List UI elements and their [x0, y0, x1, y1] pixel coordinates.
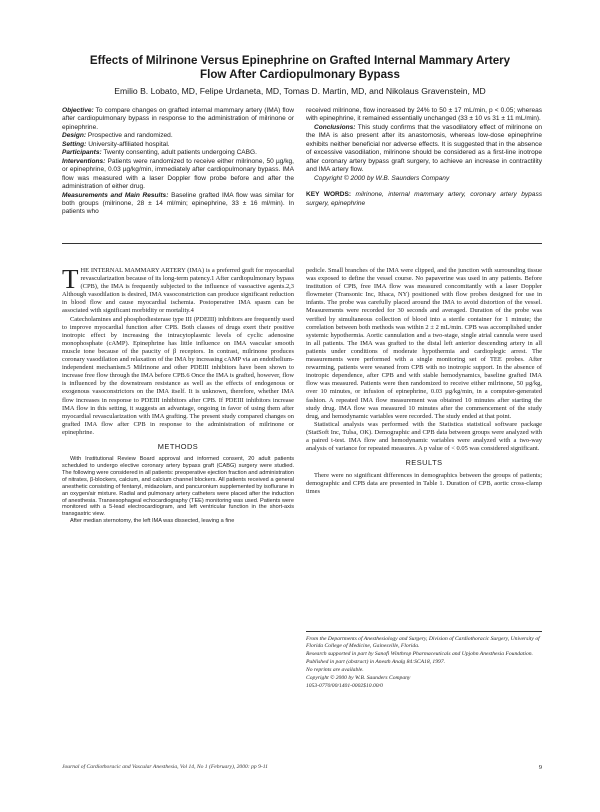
- body-right-column: [306, 267, 542, 497]
- title-line-1: Effects of Milrinone Versus Epinephrine on Grafted Internal Mammary Artery: [89, 54, 511, 67]
- abstract-setting: Setting: University-affiliated hospital.: [62, 140, 170, 148]
- interventions-label: Interventions:: [62, 157, 106, 165]
- methods-paragraph-3: pedicle. Small branches of the IMA were clipped, and the junction with surrounding tissue was exposed to define the vessel course. No papaverine was used in any patients. Before institution of CPB, free IMA flow was measured concomitantly with a laser Doppler flowmeter (Transonic Inc, Ithaca, NY) positioned with flow probes designed for use in infants. The probe was carefully placed around the IMA to avoid distortion of the vessel. Measurements were recorded for 30 seconds and averaged. Duration of the probe was verified by simultaneous collection of blood into a sterile container for 1 minute; the correlation between both methods was within 2 ± 2 mL/min. CPB was accomplished under systemic hypothermia. Aortic cannulation and a two-stage, single atrial cannula were used in all patients. The IMA was grafted to the distal left anterior descending artery in all patients under conditions of moderate hypothermia and cardioplegic arrest. The measurements were performed with a single monitoring set of TEE probes. After rewarming, patients were weaned from CPB with no inotropic support. In the absence of inotropic dependence, after CPB and with stable hemodynamics, baseline grafted IMA flow was measured. Patients were then randomized to receive either milrinone, 50 µg/kg, over 10 minutes, or infusion of epinephrine, 0.03 µg/kg/min, in a computer-generated fashion. A repeated IMA flow measurement was obtained 10 minutes after starting the study drug. IMA flow was measured 10 minutes after the commencement of the study drug, and hemodynamic variables were recorded. The study ended at that point.: [306, 267, 542, 420]
- footnote-copyright: Copyright © 2000 by W.B. Saunders Company: [306, 675, 411, 682]
- results-paragraph-1: There were no significant differences in demographics between the groups of patients; demographic and CPB data are presented in Table 1. Duration of CPB, aortic cross-clamp times: [306, 472, 542, 496]
- paper-title: [60, 54, 540, 82]
- conclusions-label: Conclusions:: [314, 123, 356, 131]
- abstract-objective: Objective: To compare changes on grafted internal mammary artery (IMA) flow after cardiopulmonary bypass in response to the administration of milrinone or epinephrine.: [62, 107, 294, 131]
- abstract-measurements-continued: received milrinone, flow increased by 24% to 50 ± 17 mL/min, p < 0.05; whereas with epinephrine, it remained essentially unchanged (33 ± 10 vs 31 ± 11 mL/min).: [306, 107, 542, 123]
- abstract-conclusions: Conclusions: This study confirms that the vasodilatory effect of milrinone on the IMA is also present after its anastomosis, whereas low-dose epinephrine exhibits neither beneficial nor adverse effects. It is suggested that in the absence of excessive vasodilation, milrinone should be considered as a first-line inotrope after coronary artery bypass graft surgery, to achieve an increase in contractility and IMA artery flow.: [306, 123, 543, 174]
- measurements-label: Measurements and Main Results:: [62, 191, 169, 199]
- drop-cap: T: [62, 264, 79, 294]
- body-left-column: [62, 264, 294, 525]
- results-heading: RESULTS: [405, 458, 443, 468]
- abstract-copyright: Copyright © 2000 by W.B. Saunders Company: [314, 174, 450, 182]
- abstract-participants: Participants: Twenty consenting, adult patients undergoing CABG.: [62, 149, 257, 157]
- abstract-interventions: Interventions: Patients were randomized to receive either milrinone, 50 µg/kg, or epinephrine, 0.03 µg/kg/min, immediately after cardiopulmonary bypass. IMA flow was measured with a laser Doppler flow probe before and after the administration of either drug.: [62, 157, 294, 191]
- abstract-left-column: [62, 107, 294, 217]
- setting-label: Setting:: [62, 140, 87, 148]
- objective-label: Objective:: [62, 107, 94, 114]
- methods-paragraph-1: With Institutional Review Board approval and informed consent, 20 adult patients scheduled to undergo elective coronary artery bypass graft (CABG) surgery were studied. The following were considered in all patients: preoperative ejection fraction and administration of nitrates, β-blockers, calcium, and calcium channel blockers. All patients received a general anesthetic consisting of fentanyl, midazolam, and pancuronium supplemented by isoflurane in an oxygen/air mixture. Radial and pulmonary artery catheters were placed after the induction of anesthesia. Transesophageal echocardiography (TEE) monitoring was used. Patients were monitored with a 5-lead electrocardiogram, and left ventricular function in the short-axis transgastric view.: [62, 456, 294, 518]
- statistics-paragraph: Statistical analysis was performed with the Statistica statistical software package (StatSoft Inc, Tulsa, OK). Demographic and CPB data between groups were analyzed with a paired t-test. IMA flow and hemodynamic variables were analyzed with a two-way analysis of variance for repeated measures. A p value of < 0.05 was considered significant.: [306, 420, 542, 453]
- page-number: 9: [538, 764, 542, 771]
- design-label: Design:: [62, 132, 87, 140]
- journal-footer: Journal of Cardiothoracic and Vascular Anesthesia, Vol 14, No 1 (February), 2000: pp 9-11: [62, 764, 268, 770]
- footnote-reprints: No reprints are available.: [306, 667, 364, 674]
- keywords-label: KEY WORDS:: [306, 191, 352, 199]
- footnote-support: Research supported in part by Sanofi Winthrop Pharmaceuticals and Upjohn Anesthesia Foundation.: [306, 651, 533, 657]
- footnote-published: Published in part (abstract) in Anesth Analg 84:SCA18, 1997.: [306, 659, 446, 666]
- footnote-divider: [306, 631, 542, 632]
- abstract-divider: [62, 243, 542, 244]
- abstract-keywords: KEY WORDS: milrinone, internal mammary artery, coronary artery bypass surgery, epinephrine: [306, 191, 542, 207]
- methods-paragraph-2: After median sternotomy, the left IMA was dissected, leaving a fine: [70, 518, 235, 525]
- methods-heading: METHODS: [157, 441, 199, 451]
- footnote-affiliation: From the Departments of Anesthesiology and Surgery, Division of Cardiothoracic Surgery, University of Florida College of Medicine, Gainesville, Florida.: [306, 636, 540, 649]
- footnotes: [306, 636, 542, 691]
- author-list: Emilio B. Lobato, MD, Felipe Urdaneta, MD, Tomas D. Martin, MD, and Nikolaus Gravenstein, MD: [114, 86, 486, 96]
- intro-paragraph-2: Catecholamines and phosphodiesterase type III (PDEIII) inhibitors are frequently used to improve myocardial function after CPB. Both classes of drugs exert their positive inotropic effect by increasing the intracytoplasmic levels of cyclic adenosine monophosphate (cAMP). Epinephrine has little influence on IMA vascular smooth muscle tone because of the paucity of β receptors. In contrast, milrinone produces coronary vasodilation and relaxation of the IMA by increasing cAMP via an endothelium-independent mechanism.5 Milrinone and other PDEIII inhibitors have been shown to increase free flow through the IMA before CPB.6 Once the IMA is grafted, however, flow is influenced by the downstream resistance as well as the effects of endogenous or exogenous vasoconstrictors on the IMA itself. It is unknown, therefore, whether IMA flow increases in response to PDEIII inhibitors after CPB. If PDEIII inhibitors increase IMA flow in this setting, it suggests an advantage, ongoing in favor of using them after myocardial revascularization with IMA grafting. The present study compared changes on grafted IMA flow after CPB in response to the administration of milrinone or epinephrine.: [62, 315, 294, 436]
- abstract-right-column: [306, 107, 542, 208]
- title-line-2: Flow After Cardiopulmonary Bypass: [200, 68, 400, 81]
- intro-paragraph-1: THE INTERNAL MAMMARY ARTERY (IMA) is a preferred graft for myocardial revascularization because of its long-term patency.1 After cardiopulmonary bypass (CPB), the IMA is frequently subjected to the influence of vasoactive agents.2,3 Although vasodilation is desired, IMA vasoconstriction can produce significant reduction in blood flow and cause myocardial ischemia. Postoperative IMA spasm can be associated with significant morbidity or mortality.4: [62, 264, 294, 315]
- abstract-design: Design: Prospective and randomized.: [62, 132, 173, 140]
- participants-label: Participants:: [62, 149, 102, 157]
- footnote-issn: 1053-0770/00/1401-0002$10.00/0: [306, 683, 383, 690]
- abstract-measurements: Measurements and Main Results: Baseline grafted IMA flow was similar for both groups (milrinone, 28 ± 14 ml/min; epinephrine, 33 ± 16 ml/min). In patients who: [62, 191, 294, 216]
